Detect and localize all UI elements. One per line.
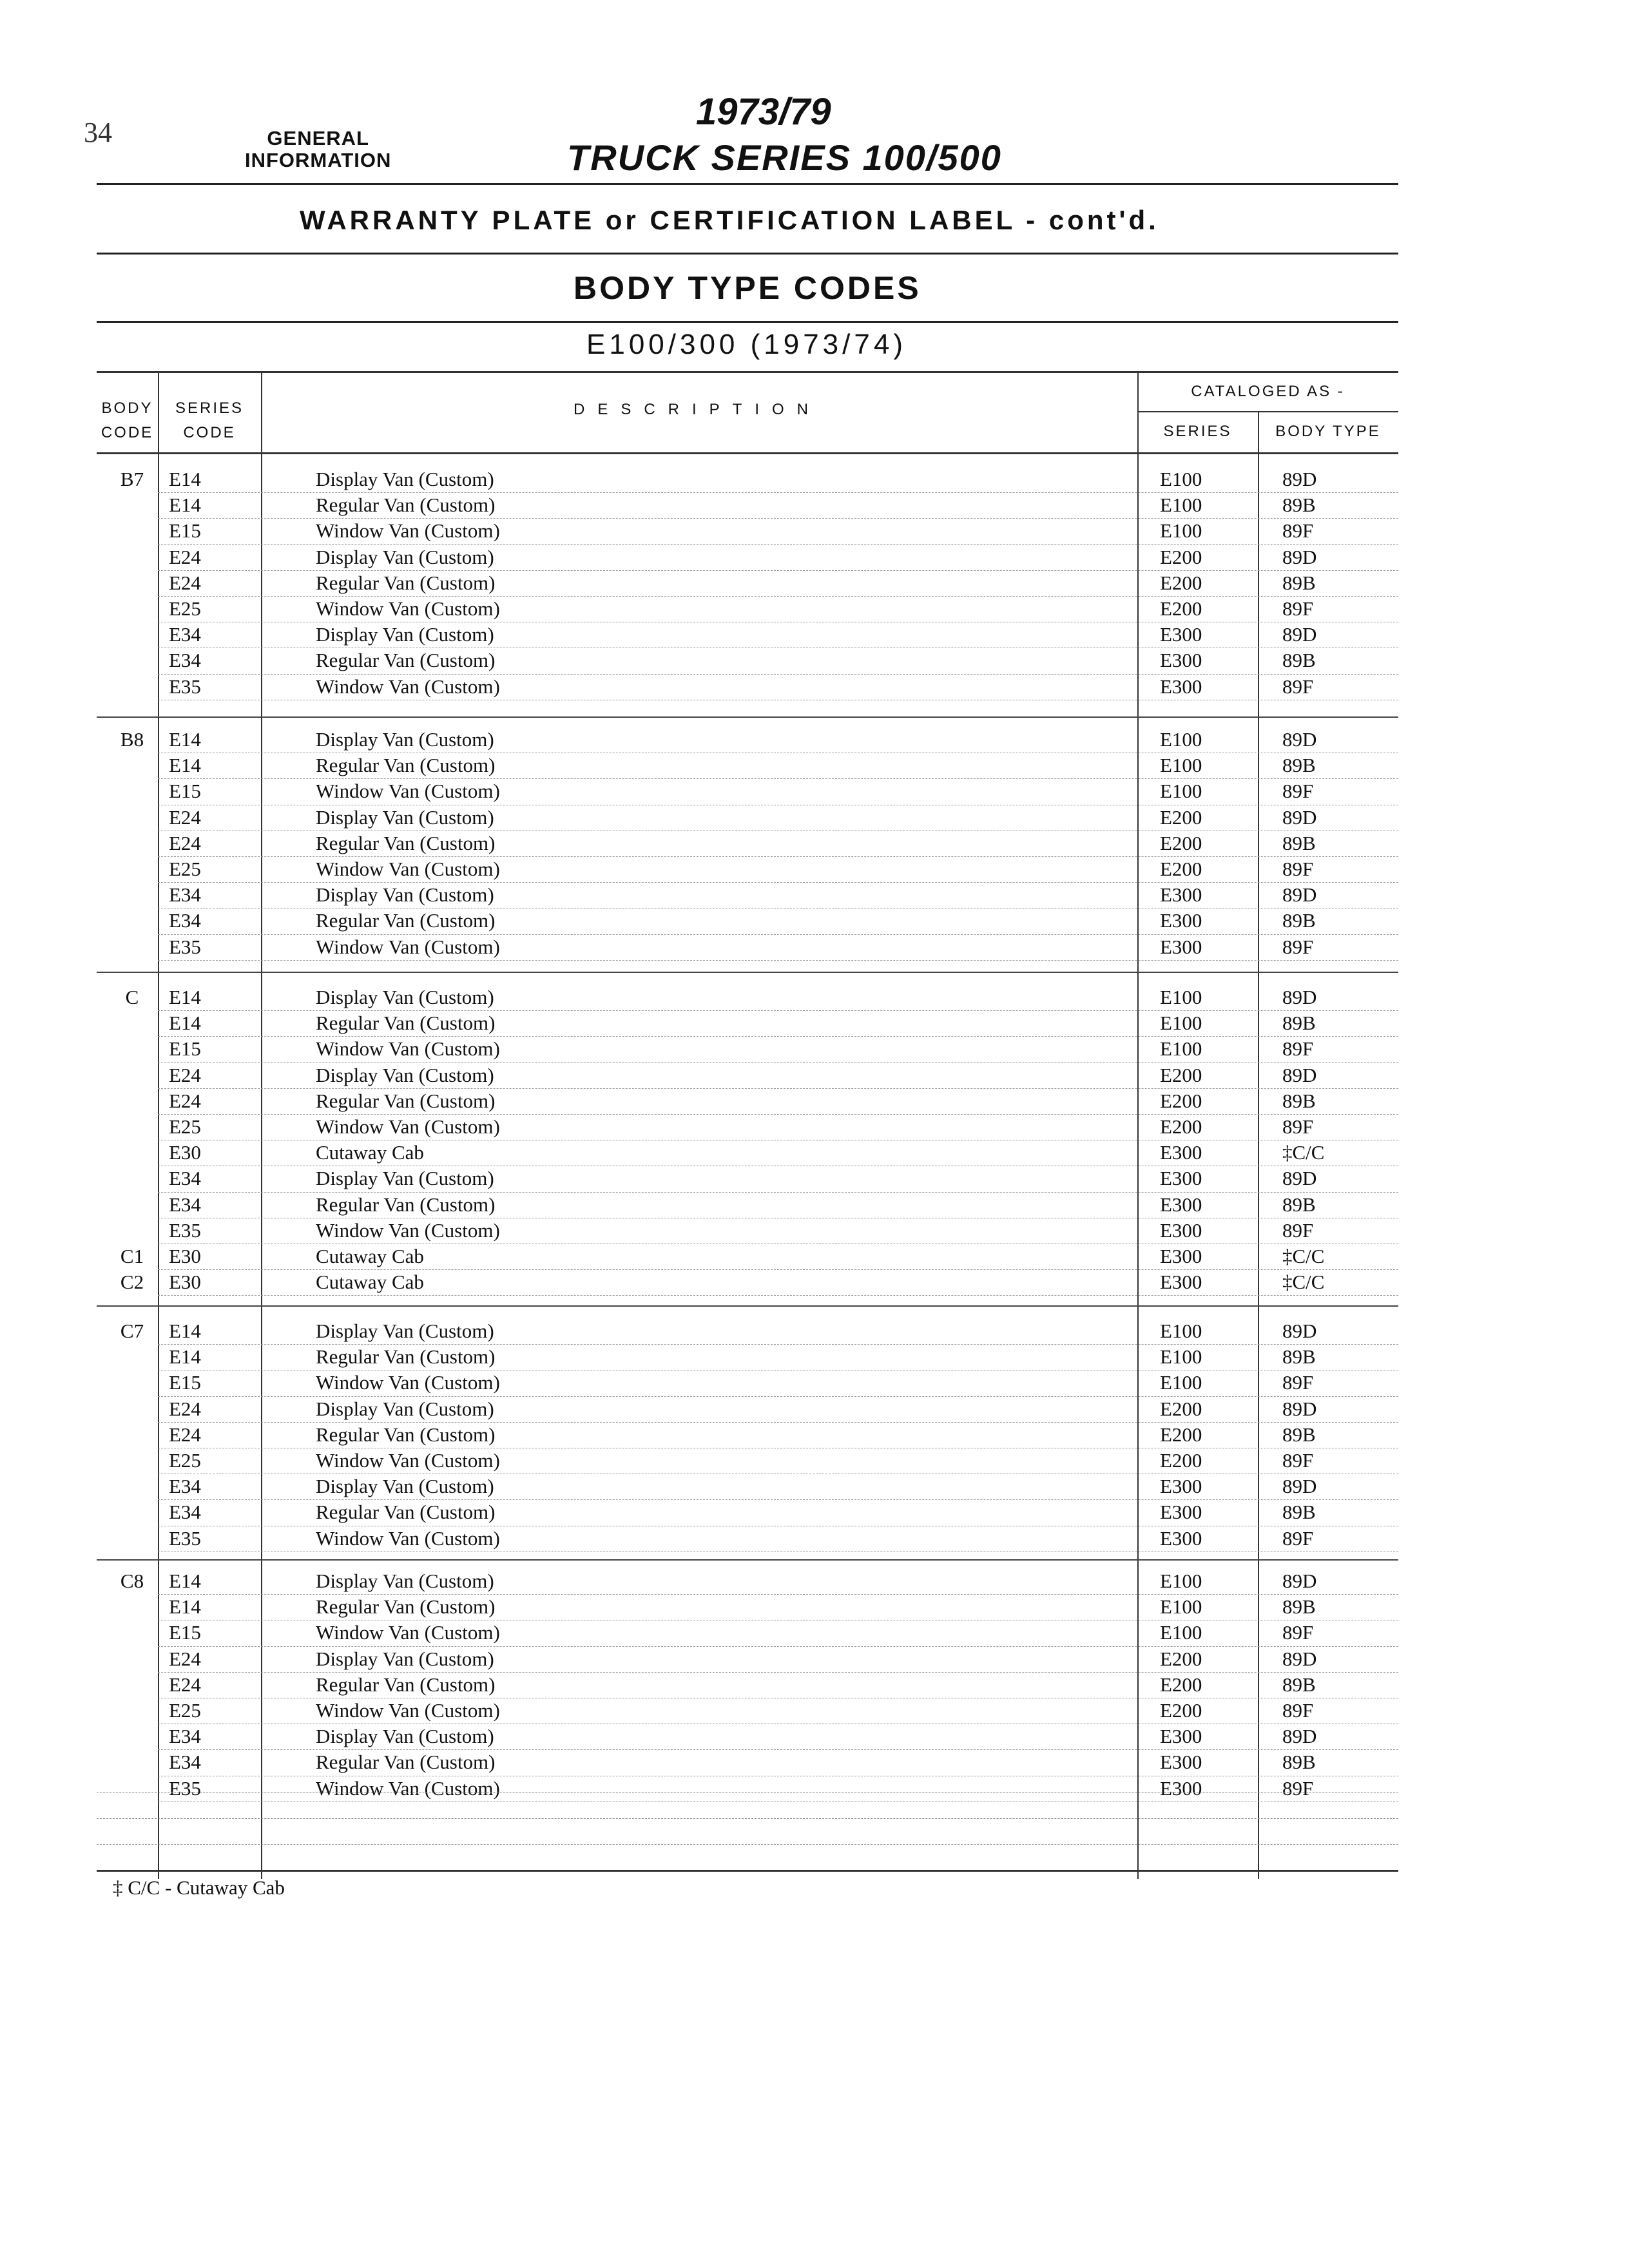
description-cell: Regular Van (Custom) bbox=[316, 1595, 496, 1619]
description-cell: Cutaway Cab bbox=[316, 1271, 424, 1294]
series-cell: E100 bbox=[1160, 1320, 1202, 1342]
description-cell: Display Van (Custom) bbox=[316, 1475, 494, 1498]
body-type-cell: 89B bbox=[1282, 494, 1316, 517]
description-cell: Display Van (Custom) bbox=[316, 1570, 494, 1592]
body-code-cell: B7 bbox=[120, 468, 144, 490]
row-rule bbox=[158, 492, 1398, 493]
series-code-cell: E34 bbox=[169, 1725, 201, 1748]
description-cell: Display Van (Custom) bbox=[316, 1397, 494, 1420]
body-type-cell: ‡C/C bbox=[1282, 1271, 1325, 1294]
series-code-cell: E35 bbox=[169, 675, 201, 698]
description-cell: Display Van (Custom) bbox=[316, 986, 494, 1008]
series-cell: E100 bbox=[1160, 1345, 1202, 1369]
row-rule bbox=[158, 1344, 1398, 1345]
cataloged-as-rule bbox=[1137, 411, 1398, 412]
description-cell: Regular Van (Custom) bbox=[316, 1423, 496, 1446]
body-code-cell: B8 bbox=[120, 728, 144, 751]
series-cell: E100 bbox=[1160, 519, 1202, 543]
body-type-cell: 89D bbox=[1282, 545, 1317, 568]
series-cell: E300 bbox=[1160, 1501, 1202, 1524]
publication-year: 1973/79 bbox=[696, 91, 831, 133]
cataloged-as-header: CATALOGED AS - bbox=[1191, 383, 1345, 400]
body-type-cell: 89B bbox=[1282, 831, 1316, 854]
series-cell: E200 bbox=[1160, 1423, 1202, 1446]
series-cell: E100 bbox=[1160, 754, 1202, 777]
description-cell: Window Van (Custom) bbox=[316, 858, 500, 880]
body-type-cell: 89F bbox=[1282, 780, 1314, 803]
series-cell: E100 bbox=[1160, 986, 1202, 1008]
body-code-cell: C8 bbox=[120, 1570, 144, 1592]
series-code-cell: E14 bbox=[169, 1595, 201, 1619]
series-code-cell: E35 bbox=[169, 1526, 201, 1550]
series-cell: E100 bbox=[1160, 468, 1202, 490]
description-cell: Regular Van (Custom) bbox=[316, 1089, 496, 1112]
column-divider-body bbox=[158, 371, 159, 1879]
series-cell: E100 bbox=[1160, 1570, 1202, 1592]
series-code-cell: E24 bbox=[169, 805, 201, 829]
series-cell: E200 bbox=[1160, 1397, 1202, 1420]
body-type-cell: 89F bbox=[1282, 519, 1314, 543]
series-cell: E300 bbox=[1160, 1193, 1202, 1216]
description-cell: Window Van (Custom) bbox=[316, 1449, 500, 1472]
body-type-cell: 89D bbox=[1282, 623, 1317, 646]
body-type-cell: 89F bbox=[1282, 1699, 1314, 1722]
column-divider-series-code bbox=[261, 371, 262, 1879]
header-rule bbox=[97, 183, 1398, 185]
series-cell: E300 bbox=[1160, 1141, 1202, 1164]
block-separator bbox=[97, 1559, 1398, 1561]
publication-title: TRUCK SERIES 100/500 bbox=[567, 137, 1002, 178]
table-header-rule bbox=[97, 452, 1398, 454]
series-cell: E100 bbox=[1160, 494, 1202, 517]
row-rule bbox=[158, 1672, 1398, 1673]
body-code-cell: C2 bbox=[120, 1271, 144, 1294]
series-cell: E300 bbox=[1160, 935, 1202, 958]
body-type-cell: 89B bbox=[1282, 909, 1316, 932]
series-code-cell: E24 bbox=[169, 571, 201, 594]
description-cell: Window Van (Custom) bbox=[316, 1037, 500, 1061]
body-type-cell: 89F bbox=[1282, 597, 1314, 620]
description-cell: Cutaway Cab bbox=[316, 1245, 424, 1267]
description-cell: Regular Van (Custom) bbox=[316, 1751, 496, 1774]
row-rule bbox=[158, 570, 1398, 571]
series-code-cell: E35 bbox=[169, 1776, 201, 1800]
body-type-cell: 89D bbox=[1282, 1570, 1317, 1592]
series-code-cell: E24 bbox=[169, 1647, 201, 1670]
series-cell: E200 bbox=[1160, 805, 1202, 829]
series-cell: E200 bbox=[1160, 1449, 1202, 1472]
series-code-cell: E15 bbox=[169, 1621, 201, 1644]
block-separator bbox=[97, 972, 1398, 973]
body-type-cell: 89D bbox=[1282, 805, 1317, 829]
series-code-cell: E24 bbox=[169, 1397, 201, 1420]
footnote: ‡ C/C - Cutaway Cab bbox=[113, 1876, 285, 1899]
body-type-cell: 89D bbox=[1282, 1475, 1317, 1498]
series-code-cell: E35 bbox=[169, 935, 201, 958]
body-type-cell: 89F bbox=[1282, 1449, 1314, 1472]
description-cell: Regular Van (Custom) bbox=[316, 494, 496, 517]
description-cell: Window Van (Custom) bbox=[316, 597, 500, 620]
row-rule bbox=[158, 960, 1398, 961]
series-code-cell: E14 bbox=[169, 1570, 201, 1592]
description-cell: Display Van (Custom) bbox=[316, 1647, 494, 1670]
body-type-cell: 89F bbox=[1282, 1776, 1314, 1800]
description-cell: Window Van (Custom) bbox=[316, 1371, 500, 1394]
description-cell: Display Van (Custom) bbox=[316, 1063, 494, 1086]
description-cell: Display Van (Custom) bbox=[316, 623, 494, 646]
description-cell: Window Van (Custom) bbox=[316, 519, 500, 543]
series-cell: E300 bbox=[1160, 623, 1202, 646]
description-cell: Regular Van (Custom) bbox=[316, 909, 496, 932]
model-range-title: E100/300 (1973/74) bbox=[586, 329, 907, 360]
row-rule bbox=[158, 1295, 1398, 1296]
series-cell: E300 bbox=[1160, 649, 1202, 672]
description-cell: Regular Van (Custom) bbox=[316, 1673, 496, 1696]
body-code-cell: C bbox=[125, 986, 139, 1008]
description-cell: Cutaway Cab bbox=[316, 1141, 424, 1164]
row-rule bbox=[158, 1749, 1398, 1750]
body-type-cell: 89B bbox=[1282, 571, 1316, 594]
series-code-cell: E34 bbox=[169, 1751, 201, 1774]
body-type-cell: 89D bbox=[1282, 1167, 1317, 1190]
section-label-line2: INFORMATION bbox=[245, 149, 392, 171]
series-code-cell: E34 bbox=[169, 1501, 201, 1524]
description-cell: Display Van (Custom) bbox=[316, 1725, 494, 1748]
body-type-cell: 89B bbox=[1282, 1673, 1316, 1696]
description-cell: Display Van (Custom) bbox=[316, 1167, 494, 1190]
row-rule bbox=[158, 544, 1398, 545]
series-code-cell: E34 bbox=[169, 1167, 201, 1190]
series-cell: E300 bbox=[1160, 1776, 1202, 1800]
description-cell: Window Van (Custom) bbox=[316, 1526, 500, 1550]
series-code-cell: E34 bbox=[169, 883, 201, 907]
series-cell: E100 bbox=[1160, 1037, 1202, 1061]
series-cell: E100 bbox=[1160, 780, 1202, 803]
body-type-cell: 89D bbox=[1282, 883, 1317, 907]
series-code-cell: E24 bbox=[169, 1673, 201, 1696]
body-type-cell: 89F bbox=[1282, 935, 1314, 958]
description-cell: Window Van (Custom) bbox=[316, 1621, 500, 1644]
block-separator bbox=[97, 716, 1398, 718]
series-code-cell: E15 bbox=[169, 780, 201, 803]
series-cell: E300 bbox=[1160, 1751, 1202, 1774]
series-code-cell: E34 bbox=[169, 1193, 201, 1216]
body-type-cell: 89F bbox=[1282, 1037, 1314, 1061]
series-cell: E100 bbox=[1160, 1012, 1202, 1035]
series-code-cell: E24 bbox=[169, 545, 201, 568]
description-cell: Display Van (Custom) bbox=[316, 468, 494, 490]
series-code-cell: E25 bbox=[169, 1699, 201, 1722]
series-cell: E200 bbox=[1160, 1699, 1202, 1722]
series-code-cell: E14 bbox=[169, 754, 201, 777]
column-divider-series bbox=[1258, 411, 1259, 1879]
row-rule bbox=[158, 596, 1398, 597]
row-rule bbox=[158, 1010, 1398, 1011]
body-code-cell: C7 bbox=[120, 1320, 144, 1342]
body-type-cell: 89B bbox=[1282, 754, 1316, 777]
body-type-cell: 89D bbox=[1282, 986, 1317, 1008]
description-cell: Window Van (Custom) bbox=[316, 675, 500, 698]
body-type-cell: ‡C/C bbox=[1282, 1141, 1325, 1164]
row-rule bbox=[158, 1396, 1398, 1397]
description-cell: Regular Van (Custom) bbox=[316, 1345, 496, 1369]
series-cell: E300 bbox=[1160, 1526, 1202, 1550]
section-title: BODY TYPE CODES bbox=[574, 270, 921, 306]
body-code-cell: C1 bbox=[120, 1245, 144, 1267]
body-type-cell: ‡C/C bbox=[1282, 1245, 1325, 1267]
series-cell: E200 bbox=[1160, 571, 1202, 594]
body-type-cell: 89F bbox=[1282, 1526, 1314, 1550]
row-rule bbox=[158, 1192, 1398, 1193]
description-cell: Display Van (Custom) bbox=[316, 1320, 494, 1342]
series-cell: E200 bbox=[1160, 597, 1202, 620]
body-type-cell: 89D bbox=[1282, 1397, 1317, 1420]
body-type-cell: 89F bbox=[1282, 858, 1314, 880]
series-code-cell: E14 bbox=[169, 1345, 201, 1369]
row-rule bbox=[158, 934, 1398, 935]
series-code-cell: E25 bbox=[169, 1115, 201, 1138]
series-code-cell: E30 bbox=[169, 1141, 201, 1164]
description-cell: Regular Van (Custom) bbox=[316, 1501, 496, 1524]
series-cell: E300 bbox=[1160, 675, 1202, 698]
description-cell: Display Van (Custom) bbox=[316, 883, 494, 907]
series-code-cell: E14 bbox=[169, 1012, 201, 1035]
table-bottom-rule bbox=[97, 1870, 1398, 1872]
description-cell: Window Van (Custom) bbox=[316, 935, 500, 958]
series-cell: E300 bbox=[1160, 1218, 1202, 1242]
description-cell: Window Van (Custom) bbox=[316, 1699, 500, 1722]
series-cell: E100 bbox=[1160, 1621, 1202, 1644]
description-cell: Window Van (Custom) bbox=[316, 780, 500, 803]
series-code-header-line1: SERIES bbox=[175, 399, 244, 417]
title-rule bbox=[97, 321, 1398, 323]
row-rule bbox=[158, 1646, 1398, 1647]
body-type-cell: 89D bbox=[1282, 1063, 1317, 1086]
body-code-header bbox=[97, 399, 158, 442]
description-cell: Regular Van (Custom) bbox=[316, 649, 496, 672]
body-type-cell: 89B bbox=[1282, 1751, 1316, 1774]
body-type-cell: 89B bbox=[1282, 1089, 1316, 1112]
section-label-line1: GENERAL bbox=[267, 127, 369, 149]
series-code-cell: E25 bbox=[169, 1449, 201, 1472]
series-cell: E300 bbox=[1160, 1725, 1202, 1748]
series-cell: E200 bbox=[1160, 1063, 1202, 1086]
series-code-cell: E25 bbox=[169, 597, 201, 620]
body-type-cell: 89D bbox=[1282, 728, 1317, 751]
body-type-cell: 89B bbox=[1282, 1595, 1316, 1619]
series-code-header bbox=[158, 399, 261, 442]
series-cell: E300 bbox=[1160, 1271, 1202, 1294]
series-code-cell: E25 bbox=[169, 858, 201, 880]
series-cell: E200 bbox=[1160, 1647, 1202, 1670]
series-code-cell: E14 bbox=[169, 986, 201, 1008]
series-code-cell: E24 bbox=[169, 831, 201, 854]
description-cell: Regular Van (Custom) bbox=[316, 1012, 496, 1035]
row-rule bbox=[158, 856, 1398, 857]
body-type-cell: 89B bbox=[1282, 1345, 1316, 1369]
description-cell: Regular Van (Custom) bbox=[316, 754, 496, 777]
row-rule bbox=[158, 1422, 1398, 1423]
series-code-cell: E30 bbox=[169, 1245, 201, 1267]
series-cell: E200 bbox=[1160, 858, 1202, 880]
series-cell: E200 bbox=[1160, 1673, 1202, 1696]
series-code-cell: E14 bbox=[169, 728, 201, 751]
series-cell: E100 bbox=[1160, 1595, 1202, 1619]
row-rule bbox=[158, 1269, 1398, 1270]
body-type-header: BODY TYPE bbox=[1275, 423, 1381, 440]
table-blank-rule-1 bbox=[97, 1792, 1398, 1793]
series-cell: E200 bbox=[1160, 1089, 1202, 1112]
series-code-cell: E34 bbox=[169, 623, 201, 646]
series-code-cell: E15 bbox=[169, 1037, 201, 1061]
series-cell: E200 bbox=[1160, 1115, 1202, 1138]
body-type-cell: 89B bbox=[1282, 1012, 1316, 1035]
row-rule bbox=[158, 674, 1398, 675]
description-cell: Display Van (Custom) bbox=[316, 545, 494, 568]
series-code-header-line2: CODE bbox=[183, 424, 236, 441]
series-cell: E100 bbox=[1160, 728, 1202, 751]
series-code-cell: E15 bbox=[169, 519, 201, 543]
series-code-cell: E30 bbox=[169, 1271, 201, 1294]
series-code-cell: E24 bbox=[169, 1089, 201, 1112]
row-rule bbox=[158, 1036, 1398, 1037]
series-cell: E300 bbox=[1160, 909, 1202, 932]
row-rule bbox=[158, 1088, 1398, 1089]
body-type-cell: 89D bbox=[1282, 1647, 1317, 1670]
body-type-cell: 89D bbox=[1282, 1320, 1317, 1342]
description-cell: Regular Van (Custom) bbox=[316, 1193, 496, 1216]
series-code-cell: E14 bbox=[169, 468, 201, 490]
body-code-header-line1: BODY bbox=[101, 399, 153, 417]
row-rule bbox=[158, 1114, 1398, 1115]
series-code-cell: E14 bbox=[169, 1320, 201, 1342]
column-divider-description bbox=[1137, 371, 1139, 1879]
description-header: DESCRIPTION bbox=[574, 401, 822, 418]
body-type-cell: 89F bbox=[1282, 1621, 1314, 1644]
table-blank-rule-2 bbox=[97, 1818, 1398, 1819]
body-type-cell: 89D bbox=[1282, 468, 1317, 490]
body-type-cell: 89B bbox=[1282, 1423, 1316, 1446]
description-cell: Display Van (Custom) bbox=[316, 805, 494, 829]
series-cell: E300 bbox=[1160, 1167, 1202, 1190]
series-code-cell: E34 bbox=[169, 909, 201, 932]
series-cell: E300 bbox=[1160, 1245, 1202, 1267]
series-code-cell: E14 bbox=[169, 494, 201, 517]
series-code-cell: E15 bbox=[169, 1371, 201, 1394]
body-type-cell: 89F bbox=[1282, 675, 1314, 698]
section-label bbox=[245, 128, 391, 171]
row-rule bbox=[158, 1062, 1398, 1063]
page-header bbox=[0, 0, 1629, 361]
series-cell: E200 bbox=[1160, 831, 1202, 854]
row-rule bbox=[158, 1499, 1398, 1500]
body-type-cell: 89B bbox=[1282, 1193, 1316, 1216]
series-cell: E300 bbox=[1160, 1475, 1202, 1498]
body-type-cell: 89F bbox=[1282, 1115, 1314, 1138]
body-type-cell: 89F bbox=[1282, 1371, 1314, 1394]
series-code-cell: E24 bbox=[169, 1063, 201, 1086]
body-type-cell: 89B bbox=[1282, 649, 1316, 672]
series-code-cell: E34 bbox=[169, 649, 201, 672]
page-number: 34 bbox=[84, 117, 112, 148]
row-rule bbox=[158, 882, 1398, 883]
row-rule bbox=[158, 1594, 1398, 1595]
series-code-cell: E35 bbox=[169, 1218, 201, 1242]
subtitle-rule bbox=[97, 253, 1398, 255]
body-code-header-line2: CODE bbox=[101, 424, 154, 441]
series-header: SERIES bbox=[1163, 423, 1232, 440]
row-rule bbox=[158, 778, 1398, 779]
series-code-cell: E24 bbox=[169, 1423, 201, 1446]
series-cell: E200 bbox=[1160, 545, 1202, 568]
page-subtitle: WARRANTY PLATE or CERTIFICATION LABEL - cont'd. bbox=[300, 205, 1159, 235]
row-rule bbox=[158, 518, 1398, 519]
series-cell: E100 bbox=[1160, 1371, 1202, 1394]
body-type-cell: 89F bbox=[1282, 1218, 1314, 1242]
description-cell: Regular Van (Custom) bbox=[316, 571, 496, 594]
description-cell: Regular Van (Custom) bbox=[316, 831, 496, 854]
table-blank-rule-3 bbox=[97, 1844, 1398, 1845]
description-cell: Window Van (Custom) bbox=[316, 1115, 500, 1138]
body-type-cell: 89D bbox=[1282, 1725, 1317, 1748]
description-cell: Display Van (Custom) bbox=[316, 728, 494, 751]
series-cell: E300 bbox=[1160, 883, 1202, 907]
table-top-rule bbox=[97, 371, 1398, 373]
body-type-cell: 89B bbox=[1282, 1501, 1316, 1524]
description-cell: Window Van (Custom) bbox=[316, 1776, 500, 1800]
series-code-cell: E34 bbox=[169, 1475, 201, 1498]
description-cell: Window Van (Custom) bbox=[316, 1218, 500, 1242]
block-separator bbox=[97, 1305, 1398, 1307]
